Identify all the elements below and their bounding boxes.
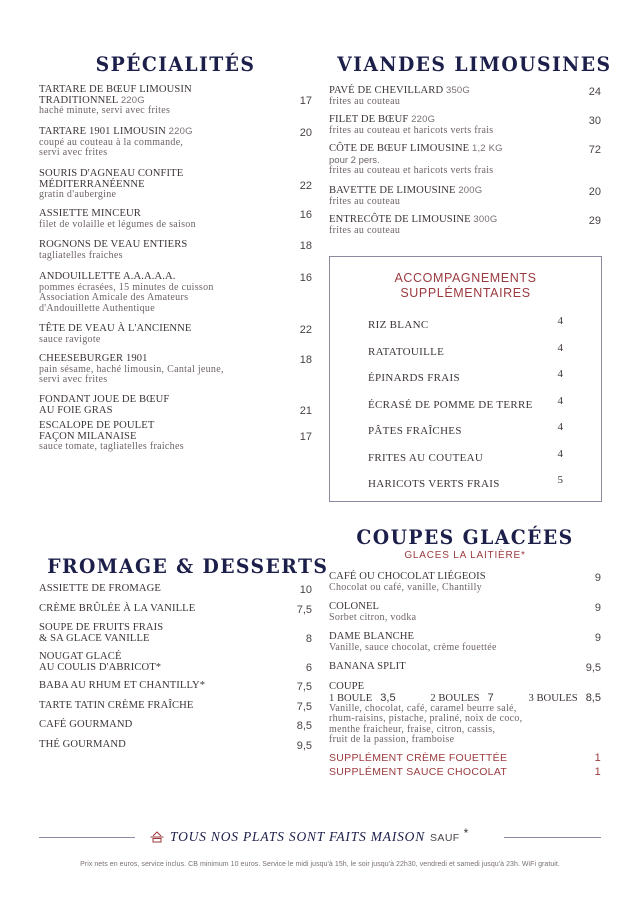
item-price: 8 [305,633,312,645]
coupe-option [430,693,493,704]
viandes-section [329,52,612,244]
item-desc: gratin d'aubergine [39,189,117,200]
item-name: COLONEL [329,601,380,612]
item-weight: 220G [168,126,193,137]
item-name: ASSIETTE DE FROMAGE [39,583,161,594]
coupes-section [329,525,601,779]
item-sub: pour 2 pers. [329,154,380,166]
item-desc: filet de volaille et légumes de saison [39,218,196,230]
item-name: NOUGAT GLACÉ [39,651,122,662]
menu-item [39,623,312,652]
item-desc: Association Amicale des Amateurs [39,292,189,303]
item-name: TARTARE 1901 LIMOUSIN [39,126,166,137]
side-price: 4 [557,447,563,460]
coupe-options [329,693,601,704]
fait-maison-asterisk: * [463,826,469,840]
menu-item [39,240,312,272]
item-name: BABA AU RHUM ET CHANTILLY* [39,680,206,691]
item-name: CHEESEBURGER 1901 [39,353,148,364]
item-desc: frites au couteau [329,195,401,207]
side-name: RIZ BLANC [368,319,429,331]
item-desc: Chocolat ou café, vanille, Chantilly [329,581,482,593]
menu-item [39,681,312,701]
item-price: 6 [305,662,312,674]
item-name: ENTRECÔTE DE LIMOUSINE [329,214,471,225]
item-price: 9 [594,572,601,584]
specialites-section [39,52,312,457]
item-name: TARTARE DE BŒUF LIMOUSIN [39,84,192,95]
supplement-item [329,766,601,780]
item-name-line2: AU FOIE GRAS [39,404,113,416]
item-name: SOURIS D'AGNEAU CONFITE [39,168,184,179]
side-item [368,315,563,342]
side-price: 4 [557,421,563,433]
side-name: PÂTES FRAÎCHES [368,425,462,437]
side-item [368,342,563,369]
item-name: FONDANT JOUE DE BŒUF [39,394,170,405]
fait-maison-slogan: TOUS NOS PLATS SONT FAITS MAISON [170,829,426,844]
side-price: 4 [557,394,563,407]
menu-item [39,720,312,740]
item-weight: 350G [445,85,471,96]
item-price: 18 [299,240,312,252]
coupes-title: COUPES GLACÉES [356,525,574,549]
coupe-desc: menthe fraicheur, fraise, citron, cassis, [329,723,496,735]
accompagnements-title [330,271,601,301]
supplement-item [329,752,601,766]
menu-item [39,584,312,604]
fait-maison-banner [150,826,490,845]
item-desc: sauce ravigote [39,333,101,345]
item-desc: servi avec frites [39,374,108,385]
menu-item [39,127,312,169]
side-item [368,448,563,475]
item-desc: Vanille, sauce chocolat, crème fouettée [329,641,497,653]
item-weight: 220G [120,94,145,106]
item-price: 18 [299,354,312,366]
menu-item [39,421,312,457]
item-name: BANANA SPLIT [329,661,406,672]
menu-item [39,395,312,421]
item-price: 9 [594,602,601,614]
menu-item [329,662,601,682]
menu-item [39,354,312,395]
side-name: FRITES AU COUTEAU [368,451,484,464]
item-price: 29 [588,215,601,227]
menu-item [39,604,312,624]
supplement-price: 1 [594,752,601,764]
side-item [368,474,563,501]
side-item [368,421,563,448]
item-price: 9 [594,632,601,644]
coupe-option [329,693,396,704]
menu-item [39,85,312,127]
item-name: ANDOUILLETTE A.A.A.A.A. [39,271,176,282]
item-price: 21 [299,405,312,417]
item-price: 22 [299,180,312,192]
coupe-option-label: 3 BOULES [528,692,578,704]
desserts-section [39,554,329,759]
item-desc: sauce tomate, tagliatelles fraiches [39,441,184,452]
side-name: ÉPINARDS FRAIS [368,372,460,384]
coupes-subtitle: GLACES LA LAITIÈRE* [404,550,526,561]
item-name: CAFÉ GOURMAND [39,719,133,730]
item-weight: 1,2 KG [471,143,503,154]
menu-item [329,186,601,215]
item-name: PAVÉ DE CHEVILLARD [329,85,444,96]
item-name-line2: TRADITIONNEL [39,94,119,106]
coupe-desc: fruit de la passion, framboise [329,734,455,745]
item-price: 7,5 [296,681,312,693]
fait-maison-sauf: SAUF [430,832,460,844]
menu-item [329,602,601,632]
item-name-line2: AU COULIS D'ABRICOT* [39,661,162,673]
item-price: 9,5 [296,739,312,752]
accompagnements-list [368,315,563,501]
menu-item [39,169,312,209]
item-desc: frites au couteau [329,224,401,236]
side-name: RATATOUILLE [368,345,445,358]
coupe-name: COUPE [329,681,365,692]
item-weight: 200G [458,185,483,196]
item-price: 17 [299,431,312,443]
menu-item [39,272,312,324]
item-price: 16 [299,272,312,284]
coupe-option-price: 8,5 [585,691,601,704]
fait-maison-icon [150,831,164,843]
menu-item [329,215,601,244]
item-price: 30 [588,115,601,127]
side-price: 4 [557,341,563,354]
item-name: CRÈME BRÛLÉE À LA VANILLE [39,602,196,614]
desserts-title: FROMAGE & DESSERTS [47,554,329,578]
footer-divider-right [504,837,601,838]
item-name: ROGNONS DE VEAU ENTIERS [39,239,188,250]
coupe-option-price: 7 [487,691,494,704]
side-price: 4 [557,315,563,327]
coupe-option [529,693,601,704]
side-name: HARICOTS VERTS FRAIS [368,478,500,490]
menu-item [39,701,312,721]
supplement-name: SUPPLÉMENT SAUCE CHOCOLAT [329,765,508,778]
item-name: FILET DE BŒUF [329,114,409,125]
item-desc: frites au couteau et haricots verts frais [329,124,494,136]
item-name: SOUPE DE FRUITS FRAIS [39,622,164,633]
item-desc: frites au couteau et haricots verts frais [329,164,494,176]
supplement-price: 1 [594,765,601,778]
item-price: 17 [299,95,312,107]
side-item [368,368,563,395]
footer-divider-left [39,837,135,838]
viandes-title: VIANDES LIMOUSINES [337,52,612,76]
item-name: CÔTE DE BŒUF LIMOUSINE [329,143,470,154]
menu-item [39,209,312,240]
item-price: 20 [588,186,601,198]
menu-item [329,572,601,602]
menu-item [39,740,312,760]
item-desc: servi avec frites [39,147,108,158]
item-price: 7,5 [296,603,312,616]
side-price: 5 [557,474,563,486]
item-desc: tagliatelles fraiches [39,249,123,261]
item-desc: coupé au couteau à la commande, [39,136,184,148]
item-desc: pommes écrasées, 15 minutes de cuisson [39,281,214,293]
item-desc: d'Andouillette Authentique [39,302,155,314]
item-name: TARTE TATIN CRÈME FRAÎCHE [39,699,194,711]
coupe-option-label: 1 BOULE [329,692,373,704]
item-name: ESCALOPE DE POULET [39,420,155,431]
menu-item [329,86,601,115]
supplement-name: SUPPLÉMENT CRÈME FOUETTÉE [329,752,508,764]
item-price: 9,5 [585,662,601,674]
item-name-line2: MÉDITERRANÉENNE [39,178,145,190]
menu-item [39,652,312,681]
item-name: TÊTE DE VEAU À L'ANCIENNE [39,323,192,334]
accompagnements-title-line2: SUPPLÉMENTAIRES [400,286,531,300]
item-desc: haché minute, servi avec frites [39,105,171,116]
item-desc: pain sésame, haché limousin, Cantal jeune, [39,363,224,375]
coupe-desc: rhum-raisins, pistache, praliné, noix de coco, [329,713,523,724]
item-price: 16 [299,209,312,221]
item-price: 72 [588,144,601,156]
accompagnements-title-line1: ACCOMPAGNEMENTS [394,271,537,285]
item-name: CAFÉ OU CHOCOLAT LIÉGEOIS [329,571,486,582]
coupe-desc: Vanille, chocolat, café, caramel beurre salé, [329,702,517,714]
menu-item [39,324,312,354]
coupe-option-price: 3,5 [380,691,396,704]
coupe-item [329,682,601,752]
item-desc: frites au couteau [329,95,401,107]
item-name-line2: FAÇON MILANAISE [39,430,137,442]
coupe-option-label: 2 BOULES [430,692,480,704]
item-name-line2: & SA GLACE VANILLE [39,632,150,644]
item-desc: Sorbet citron, vodka [329,611,417,623]
item-weight: 220G [411,114,436,125]
item-weight: 300G [473,214,498,225]
item-name: BAVETTE DE LIMOUSINE [329,185,456,196]
item-price: 24 [588,86,601,98]
item-name: DAME BLANCHE [329,631,415,642]
side-item [368,395,563,422]
menu-item [329,632,601,662]
item-price: 22 [299,324,312,336]
footer-note: Prix nets en euros, service inclus. CB minimum 10 euros. Service le midi jusqu'à 15h, le soir jusqu'à 22h30, vendredi et samedi jusqu'à 23h. WiFi gratuit. [80,861,560,868]
item-price: 8,5 [296,720,312,732]
menu-item [329,144,601,186]
item-name: ASSIETTE MINCEUR [39,208,141,219]
side-name: ÉCRASÉ DE POMME DE TERRE [368,398,533,411]
item-price: 10 [299,584,312,596]
menu-item [329,115,601,144]
side-price: 4 [557,368,563,380]
specialites-title: SPÉCIALITÉS [95,52,256,76]
item-name: THÉ GOURMAND [39,738,126,750]
item-price: 20 [299,127,312,139]
accompagnements-box [329,256,602,502]
item-price: 7,5 [296,700,312,713]
